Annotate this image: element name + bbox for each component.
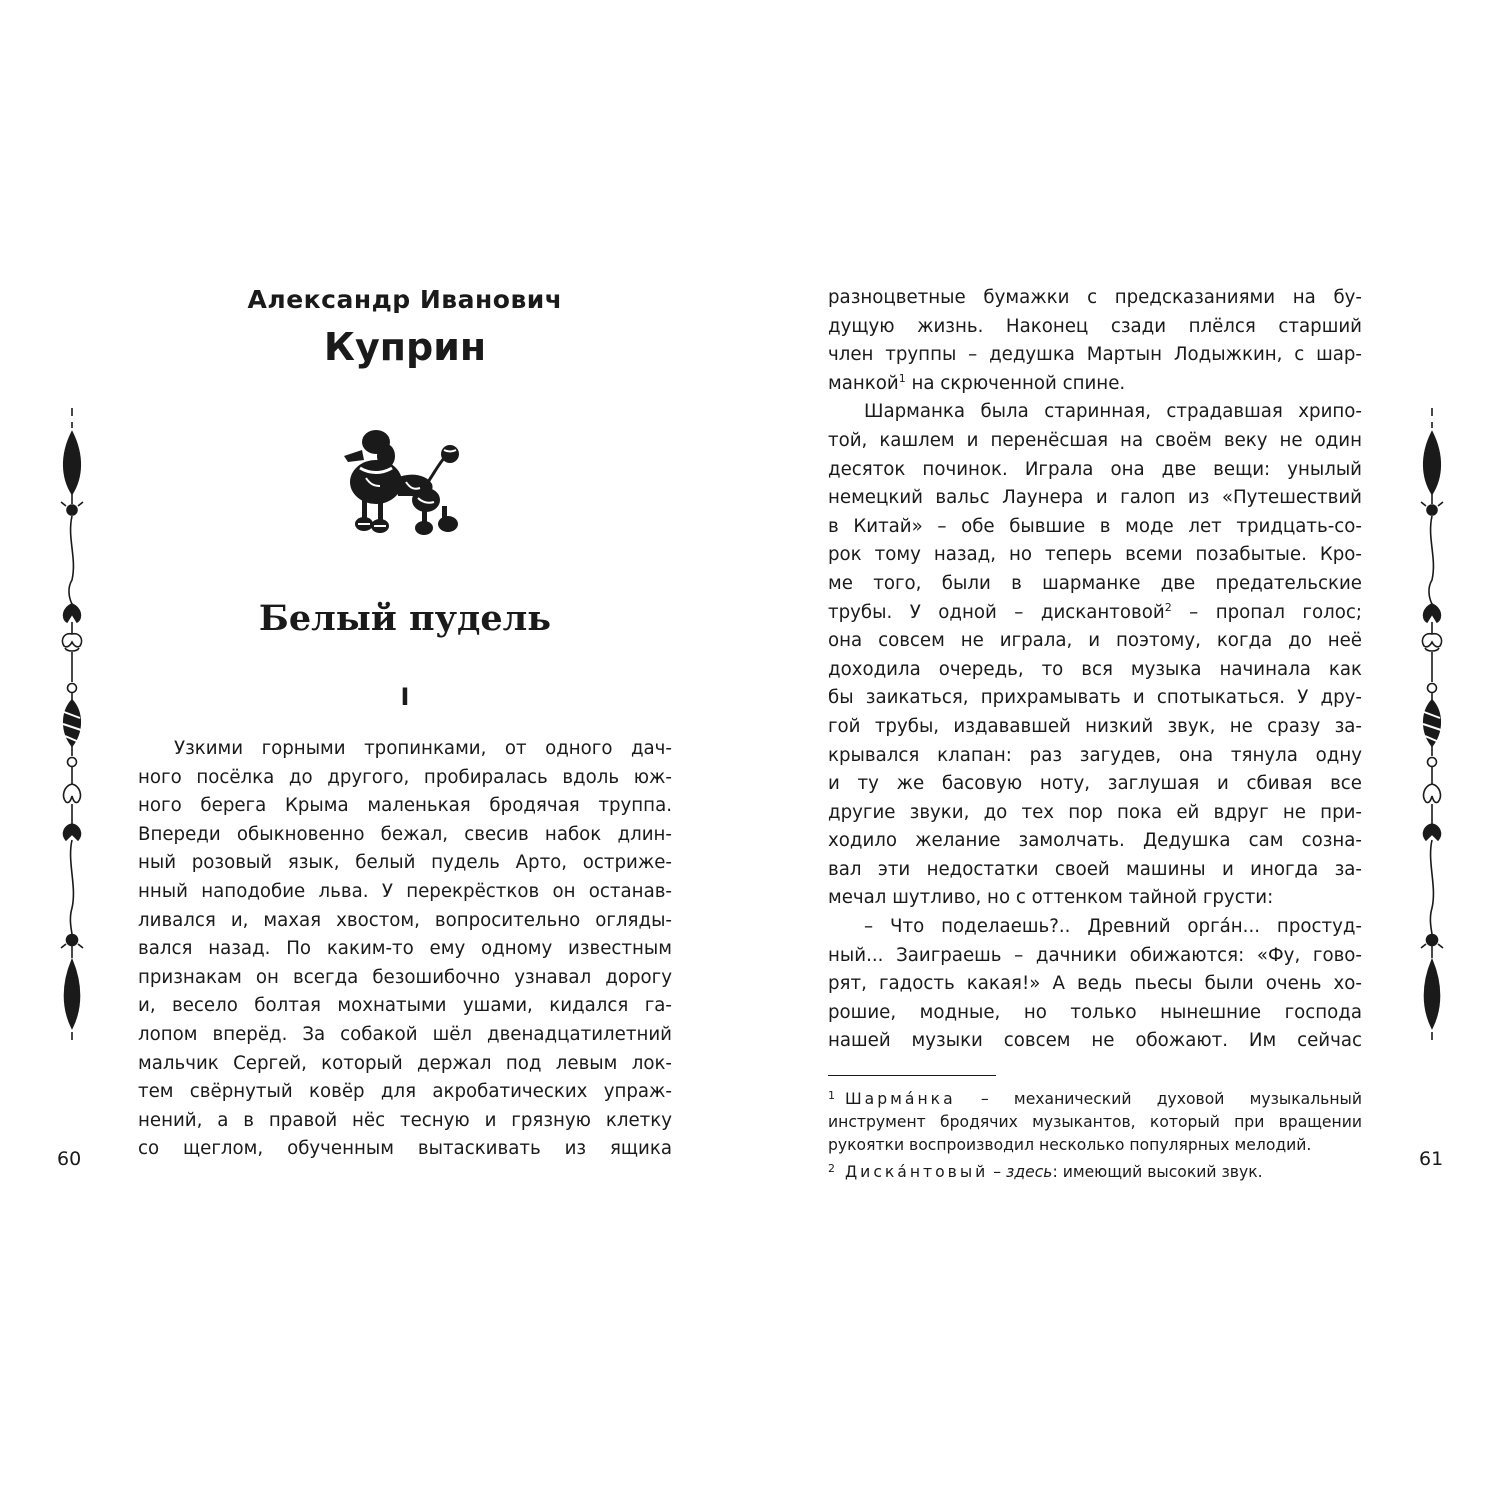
- text-line: со щеглом, обученным вытаскивать из ящика: [138, 1138, 672, 1160]
- footnote-text: –: [988, 1163, 1007, 1182]
- text-line: вался назад. По каким-то ему одному известным: [138, 938, 672, 960]
- text-line: ного посёлка до другого, пробиралась вдоль юж-: [138, 766, 672, 788]
- text-line: ный... Заиграешь – дачники обижаются: «Фу, гово-: [828, 944, 1362, 966]
- text-line: и ту же басовую ноту, заглушая и сбивая все: [828, 773, 1362, 795]
- text-line: и, весело болтая мохнатыми ушами, кидался га-: [138, 995, 672, 1017]
- text-line: рят, гадость какая!» А ведь пьесы были очень хо-: [828, 973, 1362, 995]
- footnote-divider: [828, 1075, 996, 1076]
- page-number-left: 60: [57, 1148, 82, 1170]
- footnote-mark: 2: [828, 1162, 835, 1176]
- text-line: в Китай» – обе бывшие в моде лет тридцать-со-: [828, 515, 1362, 537]
- author-last-name: Куприн: [323, 325, 487, 369]
- footnote-ref: 2: [1164, 600, 1172, 614]
- text-line: член труппы – дедушка Мартын Лодыжкин, с шар-: [828, 344, 1362, 366]
- text-line: рок тому назад, но теперь всеми позабытые. Кро-: [828, 544, 1362, 566]
- text-line: нений, а в правой нёс тесную и грязную клетку: [138, 1109, 672, 1131]
- left-page: [138, 280, 672, 1164]
- footnote-mark: 1: [828, 1089, 835, 1103]
- right-body-text: [828, 284, 1362, 1056]
- text-fragment: на скрюченной спине.: [905, 372, 1126, 394]
- text-line: Впереди обыкновенно бежал, свесив набок длин-: [138, 823, 672, 845]
- text-line: крывался клапан: раз загудев, она тянула одну: [828, 744, 1362, 766]
- text-fragment: трубы. У одной – дискантовой: [828, 601, 1165, 623]
- footnote-term: Шарма́нка: [845, 1090, 956, 1109]
- text-line: ный розовый язык, белый пудель Арто, остриже-: [138, 852, 672, 874]
- footnote-1-line: инструмент бродячих музыкантов, который при вращении: [828, 1113, 1362, 1132]
- text-line: нный наподобие льва. У перекрёстков он останав-: [138, 880, 672, 902]
- text-line: той, кашлем и перенёсшая на своём веку не один: [828, 429, 1362, 451]
- text-line: Шарманка была старинная, страдавшая хрипо-: [864, 401, 1362, 423]
- footnote-ref: 1: [898, 371, 906, 385]
- right-page: [828, 284, 1362, 1184]
- text-line: бы заикаться, прихрамывать и спотыкаться. У дру-: [828, 687, 1362, 709]
- floral-vine-border-icon: [1417, 408, 1447, 1048]
- footnote-1-line: [828, 1084, 1362, 1111]
- text-fragment: манкой: [828, 372, 899, 394]
- floral-vine-border-icon: [57, 408, 87, 1048]
- footnote-2-line: [828, 1157, 1362, 1184]
- text-line: немецкий вальс Лаунера и галоп из «Путешествий: [828, 487, 1362, 509]
- text-line: ходило желание замолчать. Дедушка сам созна-: [828, 830, 1362, 852]
- text-line: лопом вперёд. За собакой шёл двенадцатилетний: [138, 1023, 672, 1045]
- text-line: рошие, модные, но только нынешние господа: [828, 1001, 1362, 1023]
- text-line: дущую жизнь. Наконец сзади плёлся старший: [828, 315, 1362, 337]
- text-line: разноцветные бумажки с предсказаниями на бу-: [828, 287, 1362, 308]
- page-number-right: 61: [1419, 1148, 1444, 1170]
- text-line: [828, 599, 1362, 628]
- footnote-term: Диска́нтовый: [845, 1163, 989, 1182]
- text-line: – Что поделаешь?.. Древний орга́н... простуд-: [864, 916, 1362, 938]
- footnote-text: – механический духовой музыкальный: [955, 1090, 1362, 1109]
- footnotes: [828, 1084, 1362, 1184]
- text-line: мальчик Сергей, который держал под левым лок-: [138, 1052, 672, 1074]
- author-first-name: Александр Иванович: [247, 285, 563, 314]
- text-line: ме того, были в шарманке две предательские: [828, 572, 1362, 594]
- left-body-text: [138, 735, 672, 1164]
- poodle-silhouette-icon: [340, 426, 470, 546]
- text-line: она совсем не играла, и поэтому, когда до неё: [828, 630, 1362, 652]
- text-line: гой трубы, издававшей низкий звук, не сразу за-: [828, 715, 1362, 737]
- text-line: доходила очередь, то вся музыка начинала как: [828, 658, 1362, 680]
- text-line: Узкими горными тропинками, от одного дач-: [174, 738, 672, 759]
- text-line: мечал шутливо, но с оттенком тайной грусти:: [828, 887, 1274, 909]
- text-line: другие звуки, до тех пор пока ей вдруг не при-: [828, 801, 1362, 823]
- text-line: десяток починок. Играла она две вещи: унылый: [828, 458, 1362, 480]
- footnote-text: : имеющий высокий звук.: [1052, 1163, 1263, 1182]
- text-fragment: – пропал голос;: [1171, 601, 1362, 623]
- text-line: ливался и, махая хвостом, вопросительно огляды-: [138, 909, 672, 931]
- chapter-number: I: [400, 683, 410, 711]
- text-line: тем свёрнутый ковёр для акробатических упраж-: [138, 1081, 672, 1103]
- text-line: ного берега Крыма маленькая бродячая труппа.: [138, 795, 672, 817]
- text-line: нашей музыки совсем не обожают. Им сейчас: [828, 1030, 1362, 1052]
- text-line: вал эти недостатки своей машины и иногда за-: [828, 858, 1362, 880]
- text-line: [828, 370, 1362, 399]
- footnote-1-line: рукоятки воспроизводил несколько популярных мелодий.: [828, 1136, 1312, 1155]
- text-line: признакам он всегда безошибочно узнавал дорогу: [138, 966, 672, 988]
- story-title: Белый пудель: [258, 598, 552, 639]
- footnote-text: здесь: [1006, 1163, 1053, 1182]
